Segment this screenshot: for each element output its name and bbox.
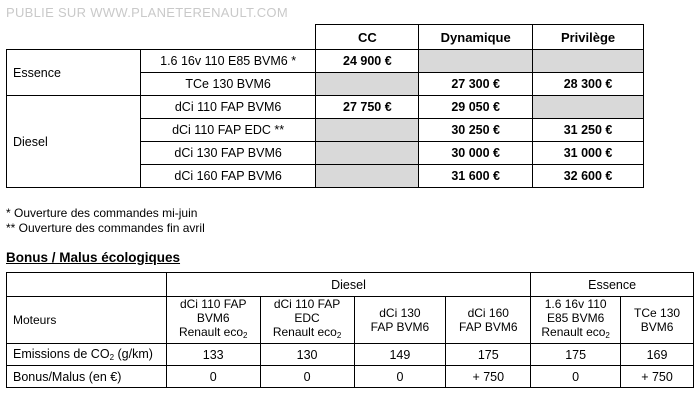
bonus-row bbox=[7, 366, 694, 388]
engine-line-1: TCe 130 bbox=[634, 306, 681, 320]
table-row bbox=[7, 96, 644, 119]
engine-header bbox=[621, 297, 694, 344]
group-header-essence: Essence bbox=[531, 273, 694, 297]
emission-value: 169 bbox=[621, 344, 694, 366]
engine-line-2: BVM6 bbox=[640, 320, 674, 334]
engine-line-1: dCi 130 bbox=[379, 306, 421, 320]
price-cell: 28 300 € bbox=[533, 73, 644, 96]
price-cell-unavailable bbox=[316, 73, 419, 96]
price-header-row bbox=[7, 25, 644, 50]
engine-line-1: dCi 110 FAP bbox=[273, 297, 341, 311]
price-cell-unavailable bbox=[316, 119, 419, 142]
table-row bbox=[7, 50, 644, 73]
engine-eco-label: Renault eco bbox=[541, 325, 606, 339]
price-cell: 27 300 € bbox=[419, 73, 533, 96]
group-header-diesel: Diesel bbox=[166, 273, 530, 297]
engine-name: dCi 160 FAP BVM6 bbox=[140, 165, 316, 188]
engine-name: 1.6 16v 110 E85 BVM6 * bbox=[140, 50, 316, 73]
emissions-label bbox=[7, 344, 167, 366]
bonus-malus-table bbox=[6, 272, 694, 388]
price-cell-unavailable bbox=[533, 96, 644, 119]
category-diesel: Diesel bbox=[7, 96, 141, 188]
price-cell: 29 050 € bbox=[419, 96, 533, 119]
bonus-value: + 750 bbox=[621, 366, 694, 388]
moteurs-label: Moteurs bbox=[7, 297, 167, 344]
price-cell: 31 250 € bbox=[533, 119, 644, 142]
engine-line-2: EDC bbox=[294, 311, 320, 325]
emissions-row bbox=[7, 344, 694, 366]
engine-line-2: BVM6 bbox=[196, 311, 230, 325]
price-cell: 31 000 € bbox=[533, 142, 644, 165]
price-cell: 30 000 € bbox=[419, 142, 533, 165]
col-header-privilege: Privilège bbox=[533, 25, 644, 50]
moteurs-row bbox=[7, 297, 694, 344]
engine-line-3 bbox=[167, 325, 260, 343]
engine-name: dCi 110 FAP EDC ** bbox=[140, 119, 316, 142]
price-cell-unavailable bbox=[316, 165, 419, 188]
price-cell: 24 900 € bbox=[316, 50, 419, 73]
engine-header bbox=[166, 297, 260, 344]
price-cell: 32 600 € bbox=[533, 165, 644, 188]
engine-line-3 bbox=[261, 325, 354, 343]
emission-value: 175 bbox=[446, 344, 531, 366]
emissions-label-sub: 2 bbox=[109, 353, 115, 362]
bonus-value: 0 bbox=[531, 366, 621, 388]
emission-value: 130 bbox=[260, 344, 354, 366]
engine-eco-sub: 2 bbox=[605, 331, 610, 340]
bonus-value: + 750 bbox=[446, 366, 531, 388]
engine-line-2: E85 BVM6 bbox=[546, 311, 605, 325]
engine-line-2: FAP BVM6 bbox=[459, 320, 518, 334]
emission-value: 149 bbox=[354, 344, 446, 366]
price-cell: 31 600 € bbox=[419, 165, 533, 188]
emission-value: 133 bbox=[166, 344, 260, 366]
col-header-dynamique: Dynamique bbox=[419, 25, 533, 50]
price-cell-unavailable bbox=[316, 142, 419, 165]
price-table bbox=[6, 24, 644, 188]
engine-header bbox=[354, 297, 446, 344]
bonus-value: 0 bbox=[260, 366, 354, 388]
footnote-2: ** Ouverture des commandes fin avril bbox=[6, 221, 205, 235]
price-cell-unavailable bbox=[419, 50, 533, 73]
bonus-value: 0 bbox=[166, 366, 260, 388]
engine-name: dCi 130 FAP BVM6 bbox=[140, 142, 316, 165]
bonus-group-row bbox=[7, 273, 694, 297]
footnote-1: * Ouverture des commandes mi-juin bbox=[6, 206, 198, 220]
engine-line-1: dCi 160 bbox=[467, 306, 509, 320]
price-header-blank bbox=[7, 25, 316, 50]
engine-eco-sub: 2 bbox=[336, 331, 342, 340]
emissions-label-text: Emissions de CO bbox=[13, 347, 110, 361]
bonus-label: Bonus/Malus (en €) bbox=[7, 366, 167, 388]
bonus-header-blank bbox=[7, 273, 167, 297]
engine-header bbox=[531, 297, 621, 344]
engine-name: dCi 110 FAP BVM6 bbox=[140, 96, 316, 119]
bonus-section-title: Bonus / Malus écologiques bbox=[6, 250, 181, 265]
price-cell: 30 250 € bbox=[419, 119, 533, 142]
engine-name: TCe 130 BVM6 bbox=[140, 73, 316, 96]
emission-value: 175 bbox=[531, 344, 621, 366]
price-cell: 27 750 € bbox=[316, 96, 419, 119]
engine-eco-label: Renault eco bbox=[272, 325, 337, 339]
emissions-label-unit: (g/km) bbox=[114, 347, 153, 361]
engine-line-1: dCi 110 FAP bbox=[179, 297, 247, 311]
watermark: PUBLIE SUR WWW.PLANETERENAULT.COM bbox=[6, 5, 288, 20]
col-header-cc: CC bbox=[316, 25, 419, 50]
category-essence: Essence bbox=[7, 50, 141, 96]
engine-line-2: FAP BVM6 bbox=[370, 320, 430, 334]
price-cell-unavailable bbox=[533, 50, 644, 73]
engine-eco-sub: 2 bbox=[243, 331, 248, 340]
engine-line-1: 1.6 16v 110 bbox=[544, 297, 607, 311]
bonus-value: 0 bbox=[354, 366, 446, 388]
engine-header bbox=[446, 297, 531, 344]
engine-line-3 bbox=[531, 325, 620, 343]
engine-header bbox=[260, 297, 354, 344]
engine-eco-label: Renault eco bbox=[178, 325, 243, 339]
